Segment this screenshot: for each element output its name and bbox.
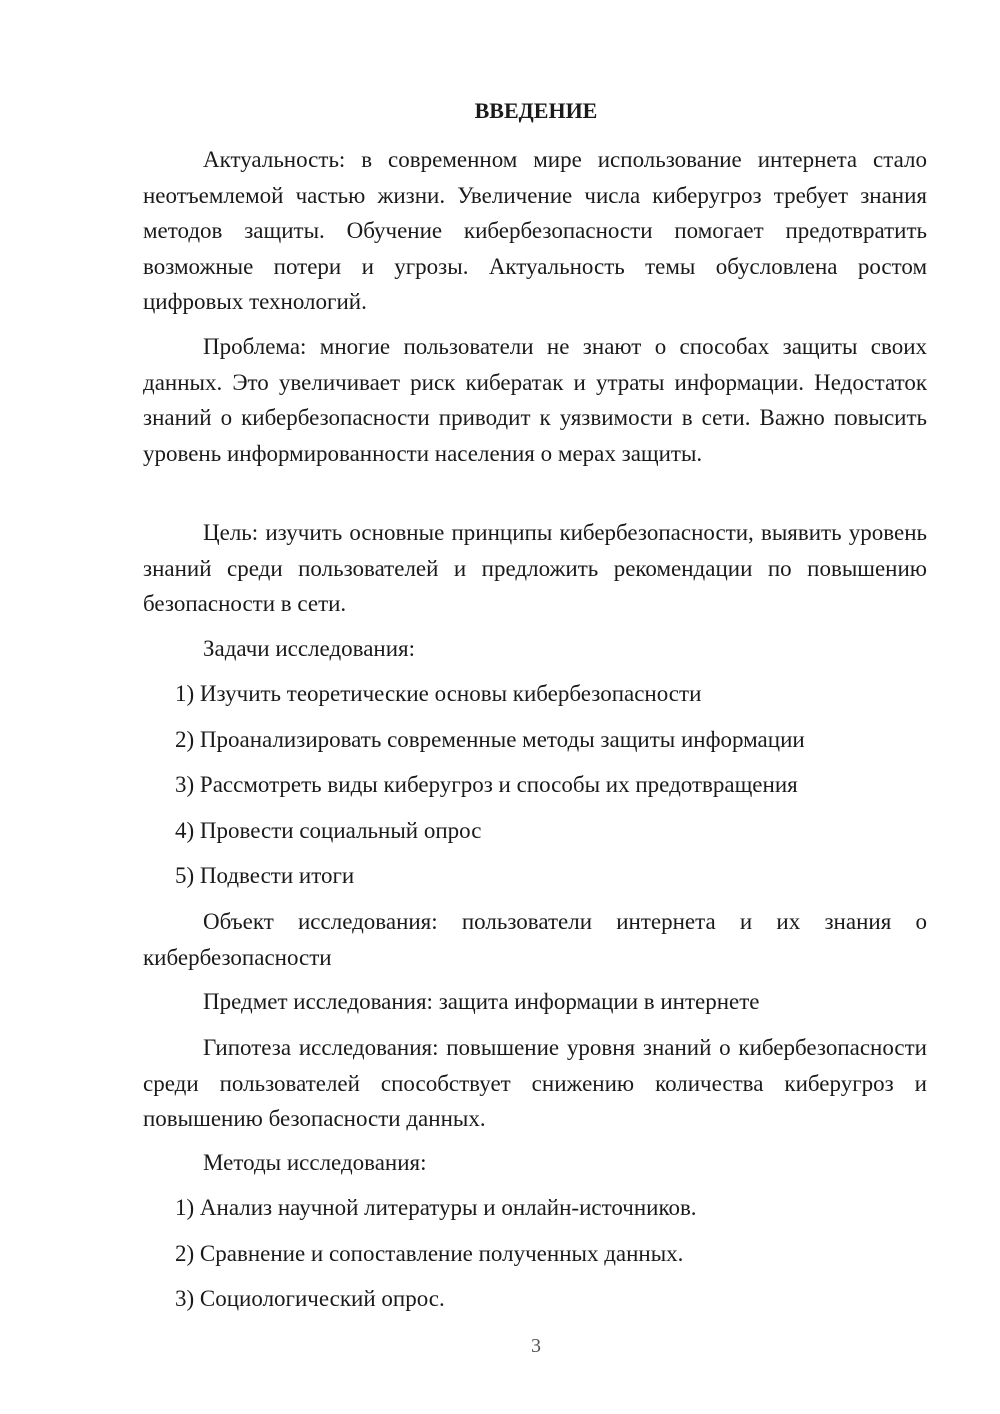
tasks-label: Задачи исследования:	[203, 636, 416, 661]
problem-paragraph: Проблема: многие пользователи не знают о способах защиты своих данных. Это увеличивает риск кибератак и утраты информации. Недостаток знаний о кибербезопасности приводит к уязвимости в сети. Важно повысить уровень информированности населения о мерах защиты.	[143, 334, 927, 466]
subject-paragraph: Предмет исследования: защита информации в интернете	[203, 989, 760, 1014]
method-item: 3) Социологический опрос.	[175, 1286, 445, 1311]
task-item: 5) Подвести итоги	[175, 863, 355, 888]
task-item: 3) Рассмотреть виды киберугроз и способы их предотвращения	[175, 772, 798, 797]
relevance-paragraph: Актуальность: в современном мире использование интернета стало неотъемлемой частью жизни. Увеличение числа киберугроз требует знания методов защиты. Обучение кибербезопасности помогает предотвратить возможные потери и угрозы. Актуальность темы обусловлена ростом цифровых технологий.	[143, 147, 927, 314]
task-item: 1) Изучить теоретические основы кибербезопасности	[175, 681, 702, 706]
goal-paragraph: Цель: изучить основные принципы кибербезопасности, выявить уровень знаний среди пользователей и предложить рекомендации по повышению безопасности в сети.	[143, 520, 927, 616]
methods-label: Методы исследования:	[203, 1150, 427, 1175]
hypothesis-paragraph: Гипотеза исследования: повышение уровня знаний о кибербезопасности среди пользователей способствует снижению количества киберугроз и повышению безопасности данных.	[143, 1035, 927, 1131]
method-item: 2) Сравнение и сопоставление полученных данных.	[175, 1241, 684, 1266]
task-item: 2) Проанализировать современные методы защиты информации	[175, 727, 805, 752]
page-title: ВВЕДЕНИЕ	[474, 98, 598, 123]
page-number: 3	[531, 1335, 541, 1357]
task-item: 4) Провести социальный опрос	[175, 818, 482, 843]
object-paragraph: Объект исследования: пользователи интернета и их знания о кибербезопасности	[143, 909, 927, 970]
method-item: 1) Анализ научной литературы и онлайн-источников.	[175, 1195, 697, 1220]
